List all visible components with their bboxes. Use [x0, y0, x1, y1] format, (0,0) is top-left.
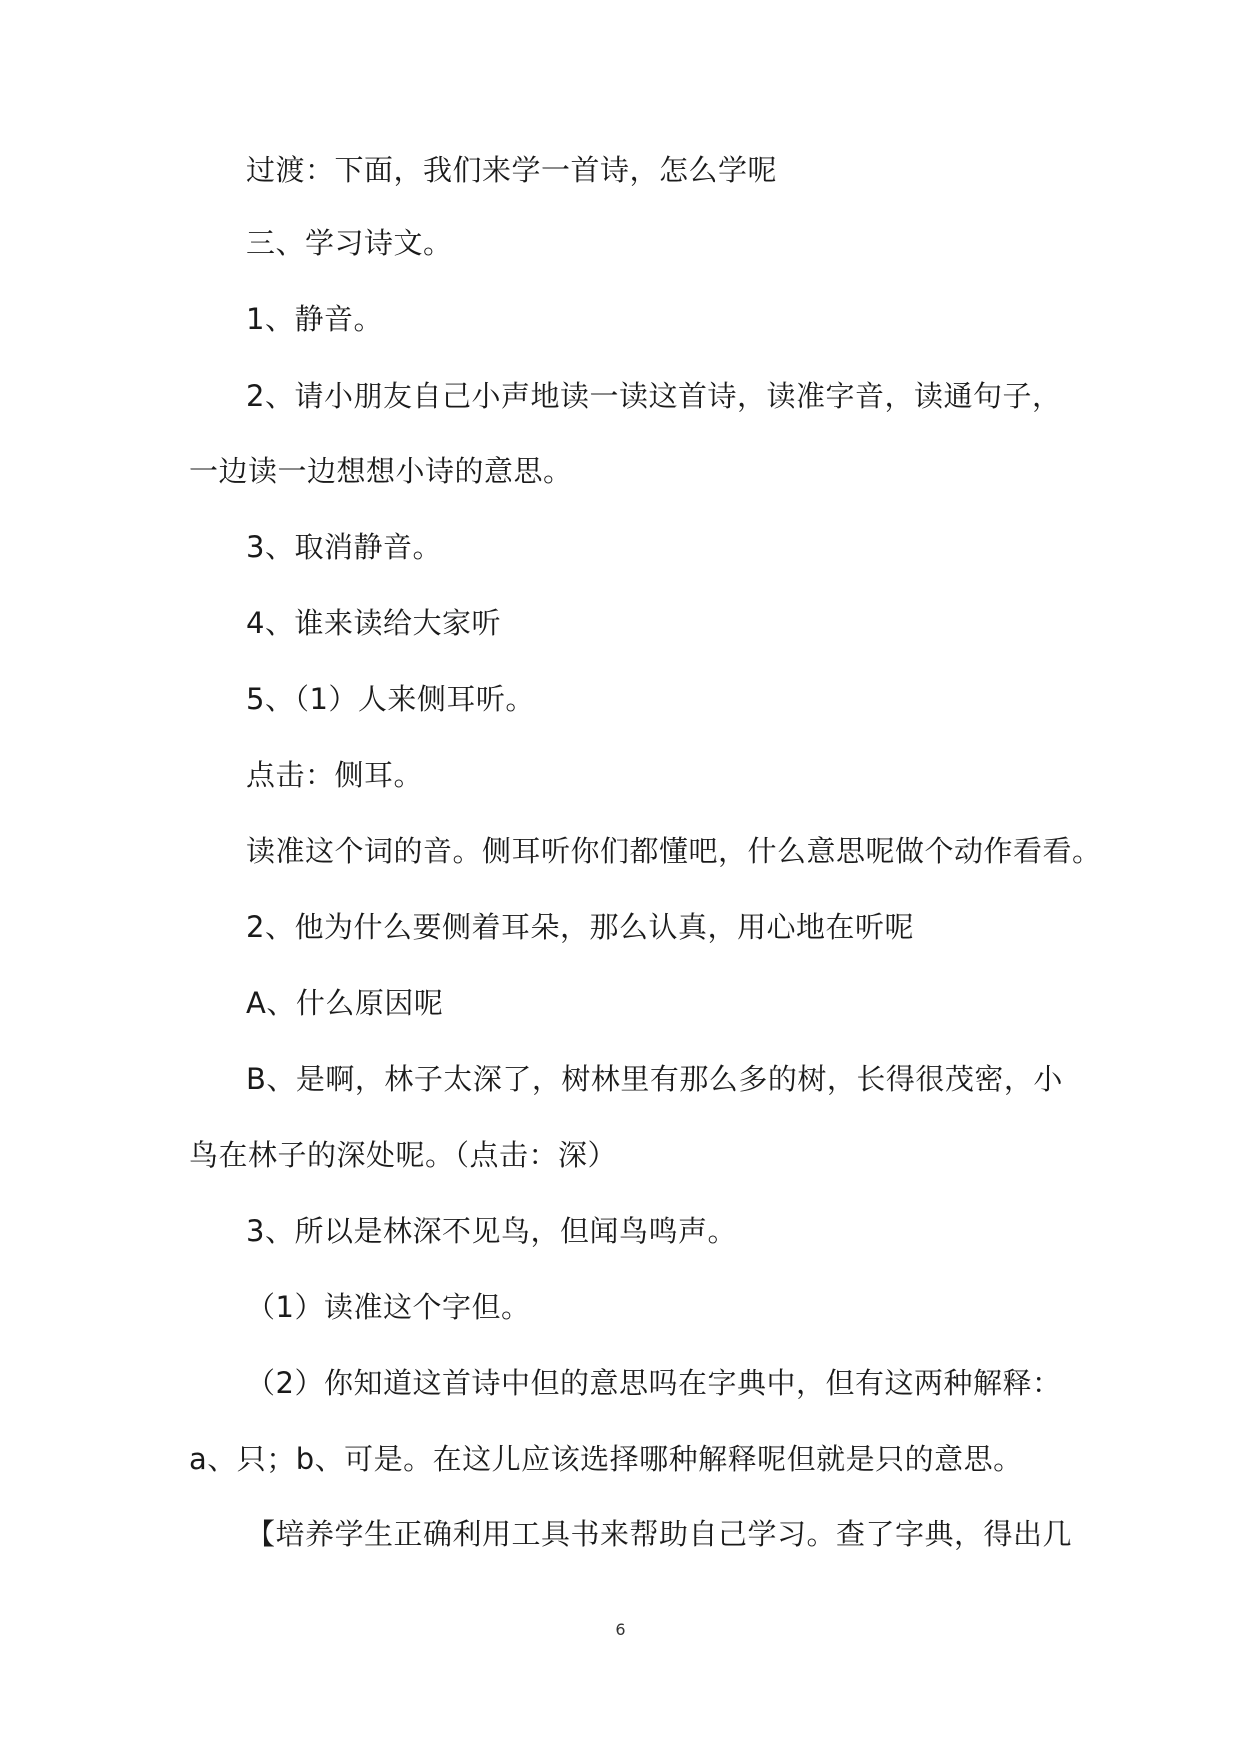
- paragraph-line: 4、谁来读给大家听: [246, 606, 501, 640]
- paragraph-line: （2）你知道这首诗中但的意思吗在字典中，但有这两种解释：: [246, 1366, 1062, 1400]
- section-heading: 三、学习诗文。: [246, 226, 453, 260]
- paragraph-line: a、只；b、可是。在这儿应该选择哪种解释呢但就是只的意思。: [189, 1442, 1023, 1476]
- paragraph-line: （1）读准这个字但。: [246, 1290, 531, 1324]
- paragraph-line: 2、他为什么要侧着耳朵，那么认真，用心地在听呢: [246, 910, 914, 944]
- paragraph-line: 鸟在林子的深处呢。（点击：深）: [189, 1138, 618, 1172]
- paragraph-line: 1、静音。: [246, 302, 383, 336]
- paragraph-line: 2、请小朋友自己小声地读一读这首诗，读准字音，读通句子，: [246, 379, 1062, 413]
- paragraph-line: 【培养学生正确利用工具书来帮助自己学习。查了字典，得出几: [246, 1517, 1073, 1551]
- paragraph-line: 点击：侧耳。: [246, 758, 424, 792]
- paragraph-line: 3、所以是林深不见鸟，但闻鸟鸣声。: [246, 1214, 737, 1248]
- paragraph-line: B、是啊，林子太深了，树林里有那么多的树，长得很茂密，小: [246, 1062, 1063, 1096]
- paragraph-line: A、什么原因呢: [246, 986, 444, 1020]
- page-number: 6: [615, 1620, 626, 1639]
- paragraph-line: 过渡：下面，我们来学一首诗，怎么学呢: [246, 153, 778, 187]
- paragraph-line: 3、取消静音。: [246, 530, 442, 564]
- paragraph-line: 5、（1）人来侧耳听。: [246, 682, 535, 716]
- paragraph-line: 一边读一边想想小诗的意思。: [189, 454, 573, 488]
- paragraph-line: 读准这个词的音。侧耳听你们都懂吧，什么意思呢做个动作看看。: [246, 834, 1102, 868]
